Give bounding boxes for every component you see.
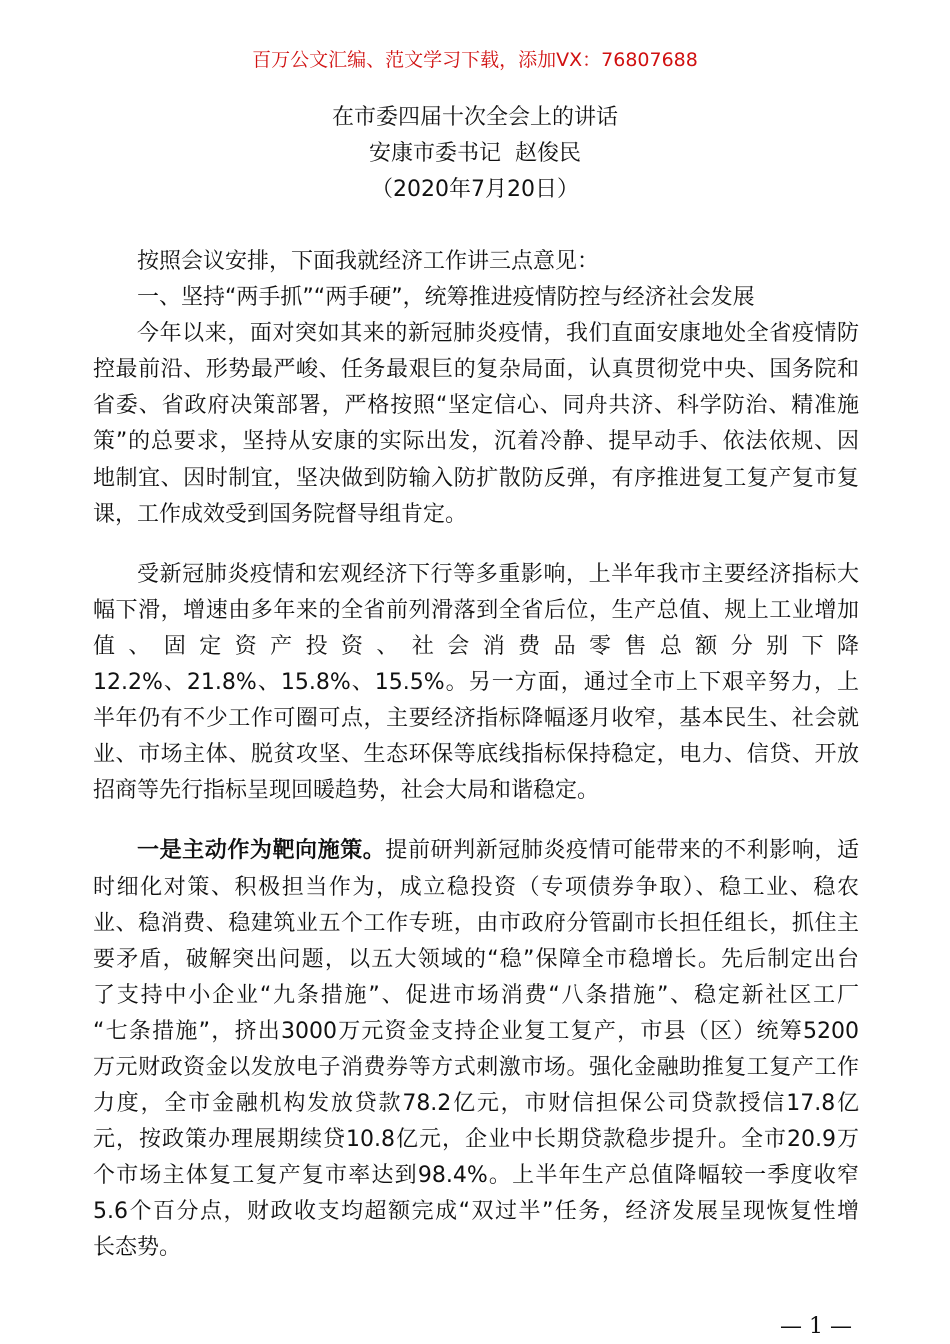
paragraph-line: 个市场主体复工复产复市率达到98.4%。上半年生产总值降幅较一季度收窄: [93, 1163, 859, 1189]
title-block: [0, 100, 950, 208]
paragraph-line: 今年以来，面对突如其来的新冠肺炎疫情，我们直面安康地处全省疫情防: [137, 321, 859, 347]
page-number: — 1 —: [780, 1314, 852, 1339]
intro-line: [93, 244, 859, 280]
paragraph-line: 地制宜、因时制宜，坚决做到防输入防扩散防反弹，有序推进复工复产复市复: [93, 465, 859, 491]
section-heading-text: 一、坚持“两手抓”“两手硬”，统筹推进疫情防控与经济社会发展: [137, 285, 755, 311]
section-heading: [93, 280, 859, 316]
paragraph-line: 了支持中小企业“九条措施”、促进市场消费“八条措施”、稳定新社区工厂: [93, 982, 859, 1008]
paragraph-line: 12.2%、21.8%、15.8%、15.5%。另一方面，通过全市上下艰辛努力，上: [93, 670, 859, 696]
paragraph-gap: [93, 533, 859, 557]
paragraph-line: 万元财政资金以发放电子消费券等方式刺激市场。强化金融助推复工复产工作: [93, 1054, 859, 1080]
paragraph-line: 半年仍有不少工作可圈可点，主要经济指标降幅逐月收窄，基本民生、社会就: [93, 706, 859, 732]
paragraph-line: 业、市场主体、脱贫攻坚、生态环保等底线指标保持稳定，电力、信贷、开放: [93, 742, 859, 768]
paragraph-lead-bold: 一是主动作为靶向施策。: [137, 838, 386, 864]
banner-text: 百万公文汇编、范文学习下载，添加VX：76807688: [252, 49, 698, 71]
paragraph-first-rest: 提前研判新冠肺炎疫情可能带来的不利影响，适: [385, 838, 859, 864]
paragraph-line: [93, 833, 859, 869]
header-banner: [0, 47, 950, 73]
speech-author: 安康市委书记 赵俊民: [369, 141, 581, 166]
paragraph-line: 招商等先行指标呈现回暖趋势，社会大局和谐稳定。: [93, 778, 600, 804]
speech-date: （2020年7月20日）: [371, 177, 579, 202]
paragraph-line: 策”的总要求，坚持从安康的实际出发，沉着冷静、提早动手、依法依规、因: [93, 429, 859, 455]
paragraph-line: 5.6个百分点，财政收支均超额完成“双过半”任务，经济发展呈现恢复性增: [93, 1199, 859, 1225]
paragraph-line: 时细化对策、积极担当作为，成立稳投资（专项债券争取）、稳工业、稳农: [93, 874, 859, 900]
paragraph-line: 课，工作成效受到国务院督导组肯定。: [93, 501, 468, 527]
paragraph-line: 长态势。: [93, 1235, 182, 1261]
paragraph-line: 要矛盾，破解突出问题，以五大领域的“稳”保障全市稳增长。先后制定出台: [93, 946, 859, 972]
paragraph-line: 力度，全市金融机构发放贷款78.2亿元，市财信担保公司贷款授信17.8亿: [93, 1091, 859, 1117]
paragraph-line: 省委、省政府决策部署，严格按照“坚定信心、同舟共济、科学防治、精准施: [93, 393, 859, 419]
paragraph-line: 元，按政策办理展期续贷10.8亿元，企业中长期贷款稳步提升。全市20.9万: [93, 1127, 859, 1153]
paragraph-line: 受新冠肺炎疫情和宏观经济下行等多重影响，上半年我市主要经济指标大: [137, 561, 859, 587]
speech-title: 在市委四届十次全会上的讲话: [331, 105, 618, 130]
intro-text: 按照会议安排，下面我就经济工作讲三点意见：: [137, 249, 600, 274]
paragraph-line: 值、固定资产投资、社会消费品零售总额分别下降: [93, 633, 859, 659]
paragraph-gap: [93, 809, 859, 833]
document-body: [93, 244, 859, 1267]
paragraph-line: 业、稳消费、稳建筑业五个工作专班，由市政府分管副市长担任组长，抓住主: [93, 910, 859, 936]
paragraph-line: 控最前沿、形势最严峻、任务最艰巨的复杂局面，认真贯彻党中央、国务院和: [93, 357, 859, 383]
paragraph-line: 幅下滑，增速由多年来的全省前列滑落到全省后位，生产总值、规上工业增加: [93, 597, 859, 623]
paragraph-line: “七条措施”，挤出3000万元资金支持企业复工复产，市县（区）统筹5200: [93, 1018, 859, 1044]
